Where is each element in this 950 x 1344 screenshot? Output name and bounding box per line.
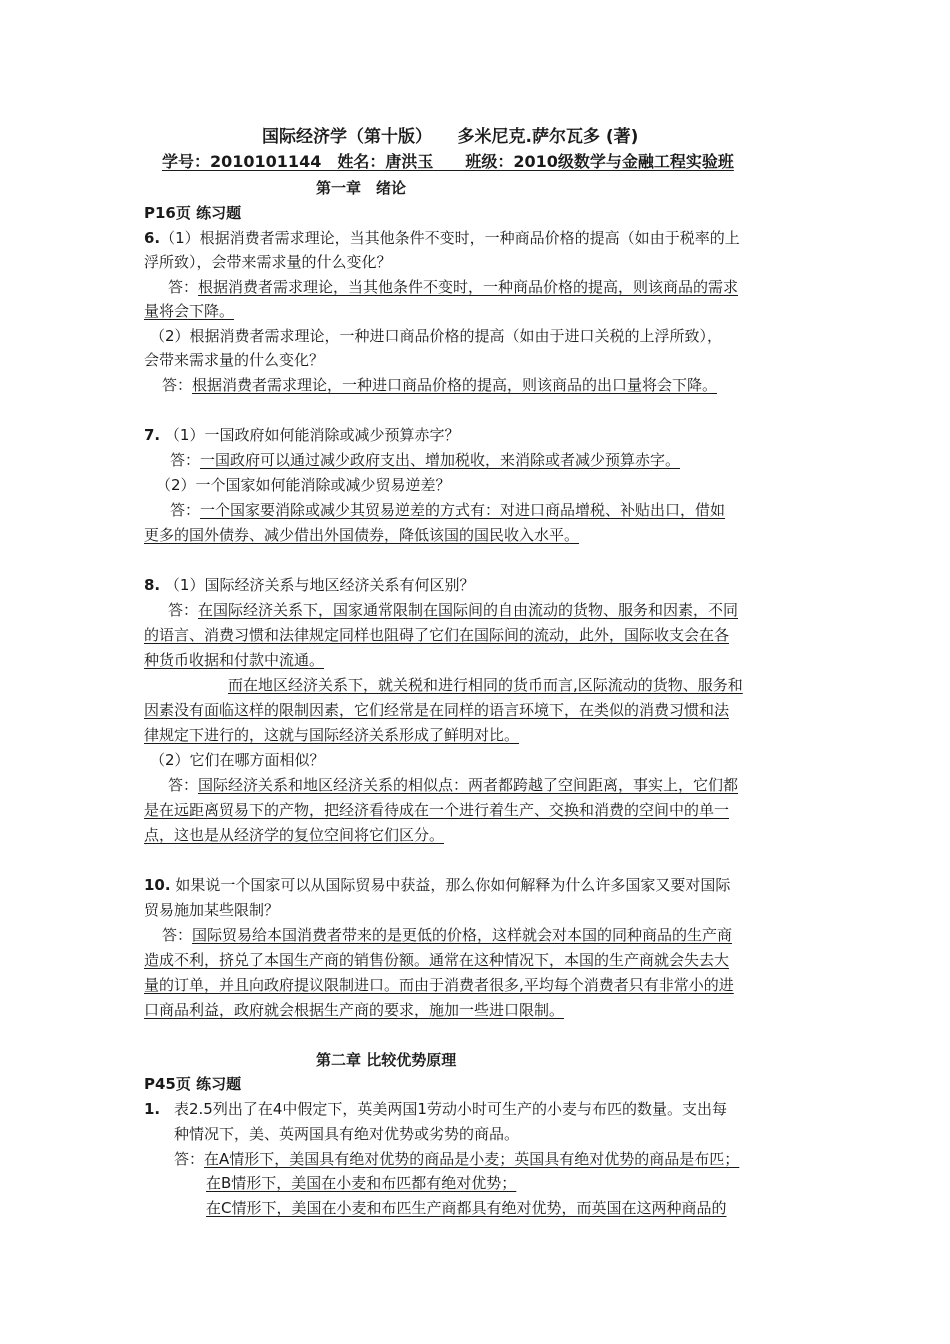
answer-prefix: 答： [174,1150,205,1168]
q8-answer1-line6: 律规定下进行的，这就与国际经济关系形成了鲜明对比。 [144,726,520,744]
answer-prefix: 答： [168,601,199,619]
q8-answer2-line2: 是在远距离贸易下的产物，把经济看待成在一个进行着生产、交换和消费的空间中的单一 [144,801,730,819]
q8-answer1-line5: 因素没有面临这样的限制因素，它们经常是在同样的语言环境下，在类似的消费习惯和法 [144,701,730,719]
ch2-q1-answer-line1 [174,1148,739,1170]
q10-text: 如果说一个国家可以从国际贸易中获益，那么你如何解释为什么许多国家又要对国际 [175,876,731,894]
answer-prefix: 答： [168,776,199,794]
q10-answer-line2: 造成不利，挤兑了本国生产商的销售份额。通常在这种情况下，本国的生产商就会失去大 [144,951,730,969]
q6-part1-text: （1）根据消费者需求理论，当其他条件不变时，一种商品价格的提高（如由于税率的上 [160,229,740,247]
answer-prefix: 答： [162,926,193,944]
ch2-q1-answer-line2: 在B情形下，美国在小麦和布匹都有绝对优势； [206,1174,517,1192]
q6-answer2-line1 [162,374,717,396]
answer-text: 一国政府可以通过减少政府支出、增加税收，来消除或者减少预算赤字。 [200,451,681,469]
q7-part1-text: （1）一国政府如何能消除或减少预算赤字？ [164,426,460,444]
chapter-2-heading: 第二章 比较优势原理 [316,1051,457,1069]
chapter-2-exercise-label: P45页 练习题 [144,1075,242,1093]
q7-part1 [144,424,459,446]
q10-line1 [144,874,730,896]
chapter-1-heading: 第一章 绪论 [316,179,407,197]
q8-answer2-line1 [168,774,738,796]
q10-line2: 贸易施加某些限制？ [144,901,280,919]
q6-answer1-line1 [168,276,738,298]
q8-part1 [144,574,474,596]
q8-answer1-line4 [144,674,743,696]
chapter-1-exercise-label: P16页 练习题 [144,204,242,222]
answer-prefix: 答： [170,501,201,519]
q6-part2-line2: 会带来需求量的什么变化？ [144,351,325,369]
ch2-q1-line1 [144,1098,727,1120]
q8-answer1-line2: 的语言、消费习惯和法律规定同样也阻碍了它们在国际间的流动，此外，国际收支会在各 [144,626,730,644]
q8-part1-text: （1）国际经济关系与地区经济关系有何区别？ [164,576,475,594]
answer-text: 而在地区经济关系下，就关税和进行相同的货币而言,区际流动的货物、服务和 [228,676,743,694]
student-info: 学号：2010101144 姓名：唐洪玉 班级：2010级数学与金融工程实验班 [162,152,734,171]
q10-answer-line1 [162,924,732,946]
answer-text: 国际经济关系和地区经济关系的相似点：两者都跨越了空间距离，事实上，它们都 [198,776,739,794]
q7-answer2-line2: 更多的国外债券、减少借出外国债券，降低该国的国民收入水平。 [144,526,580,544]
q8-answer1-line3: 种货币收据和付款中流通。 [144,651,325,669]
answer-text: 根据消费者需求理论，一种进口商品价格的提高，则该商品的出口量将会下降。 [192,376,718,394]
q7-answer1 [170,449,680,471]
answer-text: 在国际经济关系下，国家通常限制在国际间的自由流动的货物、服务和因素，不同 [198,601,739,619]
answer-prefix: 答： [168,278,199,296]
q6-part1-line2: 浮所致），会带来需求量的什么变化？ [144,253,392,271]
q8-answer1-line1 [168,599,738,621]
q6-part1-line1 [144,227,740,249]
q6-part2-line1: （2）根据消费者需求理论，一种进口商品价格的提高（如由于进口关税的上浮所致）， [150,327,723,345]
q7-part2: （2）一个国家如何能消除或减少贸易逆差？ [156,476,451,494]
ch2-q1-answer-line3: 在C情形下，美国在小麦和布匹生产商都具有绝对优势，而英国在这两种商品的 [206,1199,727,1217]
q10-answer-line4: 口商品利益，政府就会根据生产商的要求，施加一些进口限制。 [144,1001,565,1019]
answer-text: 一个国家要消除或减少其贸易逆差的方式有：对进口商品增税、补贴出口，借如 [200,501,726,519]
answer-prefix: 答： [162,376,193,394]
q7-number: 7. [144,426,161,444]
answer-text: 根据消费者需求理论，当其他条件不变时，一种商品价格的提高，则该商品的需求 [198,278,739,296]
q8-part2: （2）它们在哪方面相似？ [150,751,325,769]
q8-number: 8. [144,576,161,594]
ch2-q1-number: 1. [144,1100,161,1118]
q8-answer2-line3: 点，这也是从经济学的复位空间将它们区分。 [144,826,445,844]
ch2-q1-text: 表2.5列出了在4中假定下，英美两国1劳动小时可生产的小麦与布匹的数量。支出每 [174,1100,727,1118]
q6-answer1-line2: 量将会下降。 [144,302,235,320]
answer-text: 在A情形下，美国具有绝对优势的商品是小麦；英国具有绝对优势的商品是布匹； [204,1150,740,1168]
q6-number: 6. [144,229,161,247]
q7-answer2-line1 [170,499,725,521]
answer-text: 国际贸易给本国消费者带来的是更低的价格，这样就会对本国的同种商品的生产商 [192,926,733,944]
answer-prefix: 答： [170,451,201,469]
document-title: 国际经济学（第十版） 多米尼克.萨尔瓦多 (著) [262,127,639,147]
q10-answer-line3: 量的订单，并且向政府提议限制进口。而由于消费者很多,平均每个消费者只有非常小的进 [144,976,734,994]
ch2-q1-line2: 种情况下，美、英两国具有绝对优势或劣势的商品。 [174,1125,520,1143]
q10-number: 10. [144,876,171,894]
